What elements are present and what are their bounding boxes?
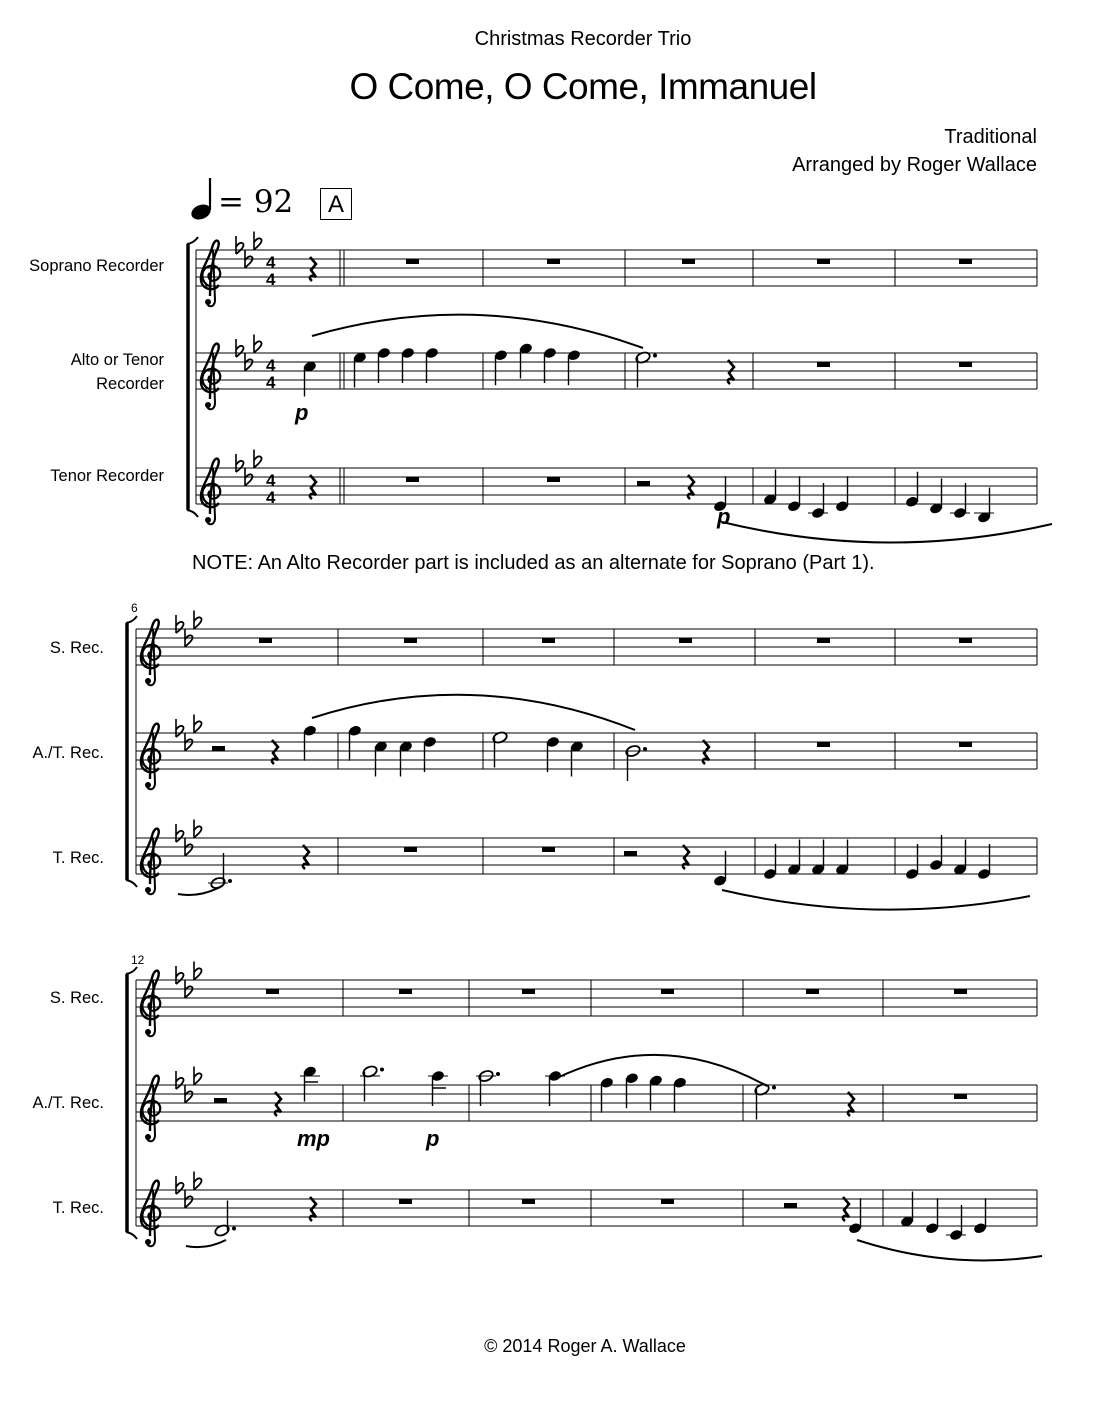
dynamic-mp: mp xyxy=(297,1126,330,1151)
whole-rest xyxy=(817,362,830,367)
key-flat xyxy=(194,962,202,980)
staff xyxy=(196,353,1037,389)
whole-rest xyxy=(259,638,272,643)
key-flat xyxy=(176,1071,184,1089)
copyright-notice: © 2014 Roger A. Wallace xyxy=(484,1336,686,1356)
key-flat xyxy=(236,236,244,254)
bracket-hook xyxy=(187,510,198,517)
dot xyxy=(653,354,657,358)
staff xyxy=(136,629,1037,665)
key-flat xyxy=(176,1176,184,1194)
whole-rest xyxy=(547,477,560,482)
slur xyxy=(186,1240,226,1247)
measure-number: 6 xyxy=(131,601,138,615)
slur xyxy=(722,890,1030,910)
whole-rest xyxy=(954,989,967,994)
whole-rest xyxy=(959,259,972,264)
slur xyxy=(557,1055,767,1086)
staff xyxy=(136,1085,1037,1121)
instrument-label-alto-abbr: A./T. Rec. xyxy=(32,1094,104,1112)
whole-rest xyxy=(817,638,830,643)
dot xyxy=(232,1227,236,1231)
dot xyxy=(496,1072,500,1076)
time-signature-top: 4 xyxy=(266,356,276,375)
key-flat xyxy=(176,719,184,737)
slur xyxy=(312,315,643,348)
staff xyxy=(136,733,1037,769)
note-layer xyxy=(141,232,1052,1261)
instrument-label-tenor: Tenor Recorder xyxy=(50,467,164,485)
bracket-hook xyxy=(126,1232,137,1239)
key-flat xyxy=(194,1172,202,1190)
whole-rest xyxy=(522,989,535,994)
slur xyxy=(857,1240,1042,1260)
rehearsal-mark: A xyxy=(320,188,352,220)
half-rest xyxy=(637,481,650,486)
performance-note: NOTE: An Alto Recorder part is included as an alternate for Soprano (Part 1). xyxy=(192,552,875,574)
key-flat xyxy=(176,615,184,633)
key-flat xyxy=(236,454,244,472)
score-title: O Come, O Come, Immanuel xyxy=(349,66,817,107)
whole-rest xyxy=(399,989,412,994)
bracket-hook xyxy=(187,237,198,244)
whole-rest xyxy=(959,742,972,747)
whole-rest xyxy=(959,362,972,367)
key-flat xyxy=(194,715,202,733)
staff xyxy=(136,980,1037,1016)
time-signature-bottom: 4 xyxy=(266,270,276,289)
time-signature-top: 4 xyxy=(266,471,276,490)
dynamic-p: p xyxy=(426,1126,440,1151)
key-flat xyxy=(194,1067,202,1085)
whole-rest xyxy=(404,638,417,643)
half-rest xyxy=(214,1098,227,1103)
staff-layer xyxy=(126,237,1037,1239)
time-signature-bottom: 4 xyxy=(266,488,276,507)
score-subtitle: Christmas Recorder Trio xyxy=(474,28,692,50)
whole-rest xyxy=(542,638,555,643)
instrument-label-alto-line1: Alto or Tenor xyxy=(70,351,164,369)
instrument-label-soprano: Soprano Recorder xyxy=(29,257,164,275)
whole-rest xyxy=(817,259,830,264)
key-flat xyxy=(236,339,244,357)
key-flat xyxy=(254,450,262,468)
instrument-label-tenor-abbr: T. Rec. xyxy=(52,1199,104,1217)
dynamic-p: p xyxy=(295,400,309,425)
whole-rest xyxy=(542,847,555,852)
whole-rest xyxy=(661,1199,674,1204)
whole-rest xyxy=(682,259,695,264)
arranger-credit: Arranged by Roger Wallace xyxy=(792,154,1037,176)
half-rest xyxy=(784,1203,797,1208)
key-flat xyxy=(194,611,202,629)
whole-rest xyxy=(806,989,819,994)
key-flat xyxy=(194,820,202,838)
staff xyxy=(196,250,1037,286)
key-flat xyxy=(254,335,262,353)
composer-credit: Traditional xyxy=(944,126,1037,148)
dot xyxy=(380,1068,384,1072)
time-signature-bottom: 4 xyxy=(266,373,276,392)
bracket-hook xyxy=(126,880,137,887)
whole-rest xyxy=(406,477,419,482)
slur xyxy=(312,695,635,730)
key-flat xyxy=(176,824,184,842)
staff xyxy=(136,838,1037,874)
whole-rest xyxy=(547,259,560,264)
dot xyxy=(772,1086,776,1090)
instrument-label-soprano-abbr: S. Rec. xyxy=(49,639,104,657)
key-flat xyxy=(176,966,184,984)
bracket-hook xyxy=(126,967,137,974)
dynamic-p: p xyxy=(717,504,731,529)
whole-rest xyxy=(399,1199,412,1204)
whole-rest xyxy=(522,1199,535,1204)
whole-rest xyxy=(959,638,972,643)
bracket-hook xyxy=(126,616,137,623)
half-rest xyxy=(624,851,637,856)
measure-number: 12 xyxy=(131,953,145,967)
key-flat xyxy=(254,232,262,250)
whole-rest xyxy=(404,847,417,852)
whole-rest xyxy=(817,742,830,747)
whole-rest xyxy=(679,638,692,643)
time-signature-top: 4 xyxy=(266,253,276,272)
whole-rest xyxy=(406,259,419,264)
tempo-marking: = 92 xyxy=(218,184,294,220)
instrument-label-alto-abbr: A./T. Rec. xyxy=(32,744,104,762)
slur xyxy=(722,522,1052,543)
instrument-label-alto-line2: Recorder xyxy=(96,375,164,393)
whole-rest xyxy=(954,1094,967,1099)
whole-rest xyxy=(266,989,279,994)
dot xyxy=(643,747,647,751)
half-rest xyxy=(212,746,225,751)
instrument-label-soprano-abbr: S. Rec. xyxy=(49,989,104,1007)
whole-rest xyxy=(661,989,674,994)
instrument-label-tenor-abbr: T. Rec. xyxy=(52,849,104,867)
dot xyxy=(228,879,232,883)
